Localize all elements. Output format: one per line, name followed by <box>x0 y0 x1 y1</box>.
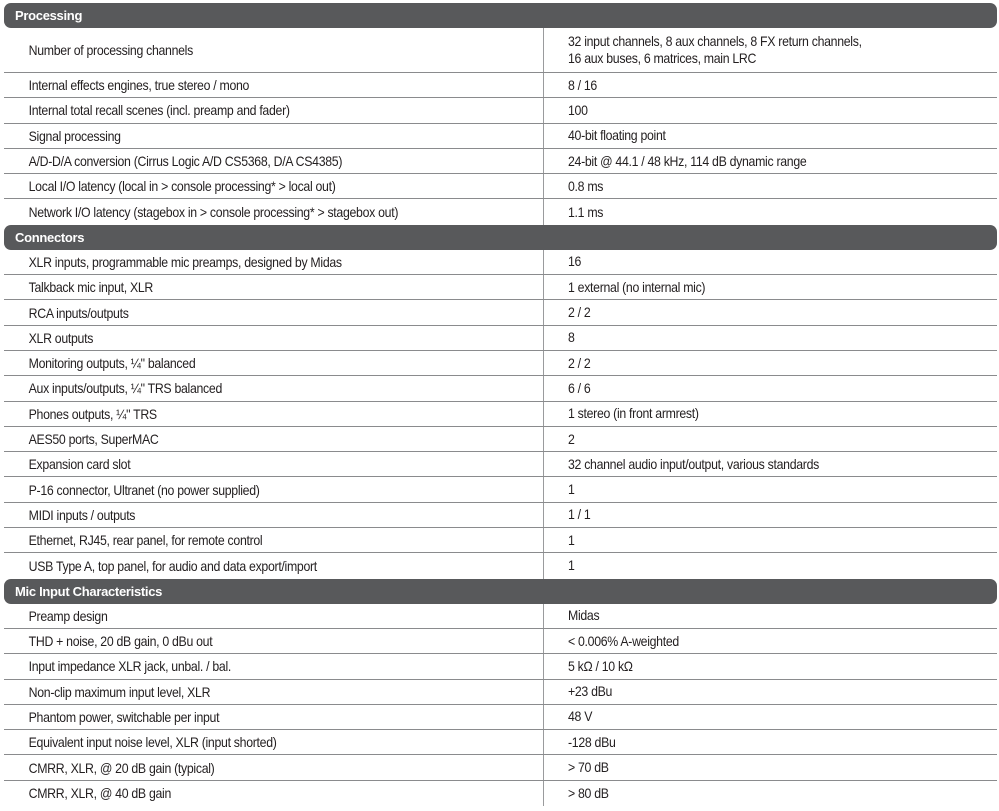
spec-row <box>4 73 997 98</box>
section-header: Processing <box>4 3 997 28</box>
spec-value: 1 / 1 <box>543 503 997 527</box>
spec-row <box>4 730 997 755</box>
spec-value: 6 / 6 <box>543 376 997 400</box>
spec-row <box>4 680 997 705</box>
spec-row <box>4 351 997 376</box>
section-header: Connectors <box>4 225 997 250</box>
spec-row <box>4 629 997 654</box>
spec-label: Internal effects engines, true stereo / mono <box>28 77 250 94</box>
spec-row <box>4 705 997 730</box>
spec-label: Non-clip maximum input level, XLR <box>28 683 211 700</box>
spec-value: 1 stereo (in front armrest) <box>543 402 997 426</box>
spec-row <box>4 755 997 780</box>
spec-label: XLR outputs <box>28 329 94 346</box>
spec-label: Network I/O latency (stagebox in > console processing* > stagebox out) <box>28 204 399 221</box>
section-header: Mic Input Characteristics <box>4 579 997 604</box>
section-mic-input-characteristics <box>4 579 997 806</box>
spec-label: Monitoring outputs, ¼" balanced <box>28 355 196 372</box>
spec-value: 1.1 ms <box>543 199 997 224</box>
spec-label: Talkback mic input, XLR <box>28 279 154 296</box>
spec-label: Internal total recall scenes (incl. preamp and fader) <box>28 102 290 119</box>
spec-row <box>4 781 997 806</box>
spec-value: 40-bit floating point <box>543 124 997 148</box>
spec-value: 48 V <box>543 705 997 729</box>
spec-row <box>4 604 997 629</box>
spec-value: 100 <box>543 98 997 122</box>
spec-row <box>4 503 997 528</box>
spec-value: 24-bit @ 44.1 / 48 kHz, 114 dB dynamic range <box>543 149 997 173</box>
spec-row <box>4 275 997 300</box>
spec-row <box>4 654 997 679</box>
spec-value: 1 <box>543 477 997 501</box>
spec-row <box>4 149 997 174</box>
spec-value: Midas <box>543 604 997 628</box>
spec-label: USB Type A, top panel, for audio and data export/import <box>28 557 317 574</box>
spec-label: CMRR, XLR, @ 40 dB gain <box>28 785 172 802</box>
spec-value: +23 dBu <box>543 680 997 704</box>
spec-label: CMRR, XLR, @ 20 dB gain (typical) <box>28 759 215 776</box>
spec-value: 1 <box>543 553 997 578</box>
section-rows <box>4 604 997 806</box>
spec-label: Signal processing <box>28 127 121 144</box>
spec-label: MIDI inputs / outputs <box>28 506 136 523</box>
spec-value: 32 input channels, 8 aux channels, 8 FX return channels, 16 aux buses, 6 matrices, main LRC <box>543 28 997 72</box>
spec-value: 32 channel audio input/output, various standards <box>543 452 997 476</box>
spec-row <box>4 124 997 149</box>
spec-value: 2 / 2 <box>543 300 997 324</box>
spec-label: Expansion card slot <box>28 456 131 473</box>
spec-row <box>4 553 997 578</box>
spec-row <box>4 402 997 427</box>
spec-label: Input impedance XLR jack, unbal. / bal. <box>28 658 231 675</box>
spec-value: 8 / 16 <box>543 73 997 97</box>
spec-row <box>4 528 997 553</box>
spec-value: > 80 dB <box>543 781 997 806</box>
spec-row <box>4 326 997 351</box>
spec-row <box>4 300 997 325</box>
spec-label: XLR inputs, programmable mic preamps, designed by Midas <box>28 253 342 270</box>
spec-label: RCA inputs/outputs <box>28 304 129 321</box>
section-rows <box>4 250 997 579</box>
spec-row <box>4 199 997 224</box>
spec-label: AES50 ports, SuperMAC <box>28 431 159 447</box>
spec-label: Preamp design <box>28 607 108 624</box>
spec-row <box>4 98 997 123</box>
spec-label: Equivalent input noise level, XLR (input shorted) <box>28 734 277 751</box>
spec-label: Ethernet, RJ45, rear panel, for remote control <box>28 532 263 549</box>
spec-value: < 0.006% A-weighted <box>543 629 997 653</box>
spec-row <box>4 250 997 275</box>
spec-value: 2 <box>543 427 997 451</box>
section-rows <box>4 28 997 225</box>
spec-sheet <box>4 3 997 806</box>
spec-label: P-16 connector, Ultranet (no power supplied) <box>28 481 260 498</box>
spec-label: Phones outputs, ¼" TRS <box>28 405 157 422</box>
spec-label: Aux inputs/outputs, ¼" TRS balanced <box>28 380 222 397</box>
spec-value: -128 dBu <box>543 730 997 754</box>
spec-value: 5 kΩ / 10 kΩ <box>543 654 997 678</box>
section-processing <box>4 3 997 225</box>
spec-label: A/D-D/A conversion (Cirrus Logic A/D CS5368, D/A CS4385) <box>28 153 343 170</box>
spec-value: 2 / 2 <box>543 351 997 375</box>
spec-row <box>4 452 997 477</box>
section-connectors <box>4 225 997 579</box>
spec-value: > 70 dB <box>543 755 997 779</box>
spec-row <box>4 28 997 73</box>
spec-value: 0.8 ms <box>543 174 997 198</box>
spec-value: 16 <box>543 250 997 274</box>
spec-label: Local I/O latency (local in > console processing* > local out) <box>28 178 336 195</box>
spec-row <box>4 174 997 199</box>
spec-label: Number of processing channels <box>28 42 193 58</box>
spec-value: 1 <box>543 528 997 552</box>
spec-value: 8 <box>543 326 997 350</box>
spec-row <box>4 477 997 502</box>
spec-value: 1 external (no internal mic) <box>543 275 997 299</box>
spec-row <box>4 427 997 452</box>
spec-label: Phantom power, switchable per input <box>28 708 220 725</box>
spec-row <box>4 376 997 401</box>
spec-label: THD + noise, 20 dB gain, 0 dBu out <box>28 633 213 650</box>
